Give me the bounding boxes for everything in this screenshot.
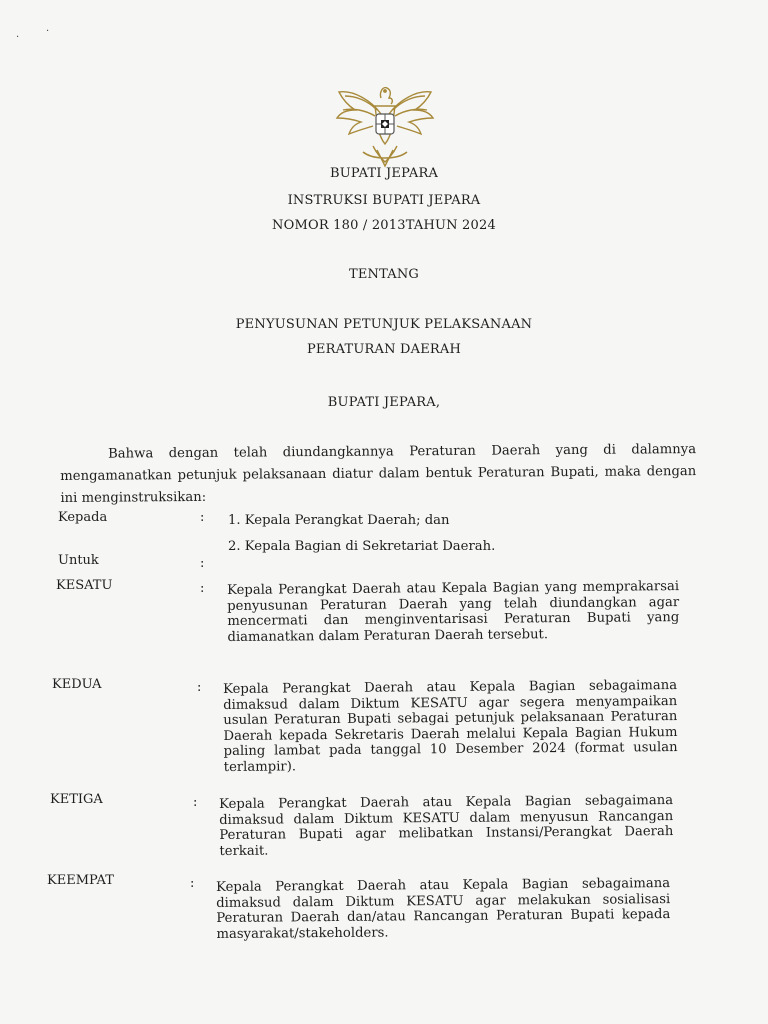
recipient-item: 1. Kepala Perangkat Daerah; dan: [228, 513, 450, 528]
recipient-item: 2. Kepala Bagian di Sekretariat Daerah.: [228, 539, 496, 554]
preamble-paragraph: Bahwa dengan telah diundangkannya Peraturan Daerah yang di dalamnya mengamanatkan petunjuk pelaksanaan diatur dalam bentuk Peraturan Bupati, maka dengan ini menginstruksikan:: [60, 442, 697, 506]
label-kedua: KEDUA: [52, 677, 102, 692]
scan-speck: ·: [46, 26, 50, 37]
colon: :: [193, 795, 198, 810]
clause-kesatu-text: Kepala Perangkat Daerah atau Kepala Bagian yang memprakarsai penyusunan Peraturan Daerah yang telah diundangkan agar mencermati dan menginventarisasi Peraturan Bupati yang diamanatkan dalam Peraturan Daerah tersebut.: [227, 579, 680, 645]
scan-speck: ·: [16, 32, 20, 43]
header-bupati: BUPATI JEPARA: [329, 166, 439, 181]
label-untuk: Untuk: [58, 553, 99, 568]
colon: :: [200, 581, 205, 596]
label-keempat: KEEMPAT: [47, 873, 114, 888]
issuer: BUPATI JEPARA,: [327, 395, 441, 410]
clause-kedua-text: Kepala Perangkat Daerah atau Kepala Bagian sebagaimana dimaksud dalam Diktum KESATU agar segera menyampaikan usulan Peraturan Bupati sebagai petunjuk pelaksanaan Peraturan Daerah kepada Sekretaris Daerah melalui Kepala Bagian Hukum paling lambat pada tanggal 10 Desember 2024 (format usulan terlampir).: [223, 678, 678, 775]
header-tentang: TENTANG: [348, 267, 420, 282]
header-nomor: NOMOR 180 / 2013TAHUN 2024: [272, 218, 496, 233]
garuda-emblem-icon: [333, 80, 437, 172]
label-kesatu: KESATU: [56, 578, 113, 593]
subject-line-1: PENYUSUNAN PETUNJUK PELAKSANAAN: [235, 317, 533, 332]
colon: :: [200, 510, 205, 525]
subject-line-2: PERATURAN DAERAH: [306, 342, 462, 357]
header-instruksi: INSTRUKSI BUPATI JEPARA: [287, 193, 481, 208]
label-ketiga: KETIGA: [50, 792, 103, 807]
clause-keempat-text: Kepala Perangkat Daerah atau Kepala Bagian sebagaimana dimaksud dalam Diktum KESATU agar melakukan sosialisasi Peraturan Daerah dan/atau Rancangan Peraturan Bupati kepada masyarakat/stakeholders.: [216, 876, 671, 942]
colon: :: [190, 876, 195, 891]
label-kepada: Kepada: [58, 510, 108, 525]
colon: :: [197, 680, 202, 695]
clause-ketiga-text: Kepala Perangkat Daerah atau Kepala Bagian sebagaimana dimaksud dalam Diktum KESATU dalam menyusun Rancangan Peraturan Bupati agar melibatkan Instansi/Perangkat Daerah terkait.: [219, 793, 674, 859]
colon: :: [200, 556, 205, 571]
